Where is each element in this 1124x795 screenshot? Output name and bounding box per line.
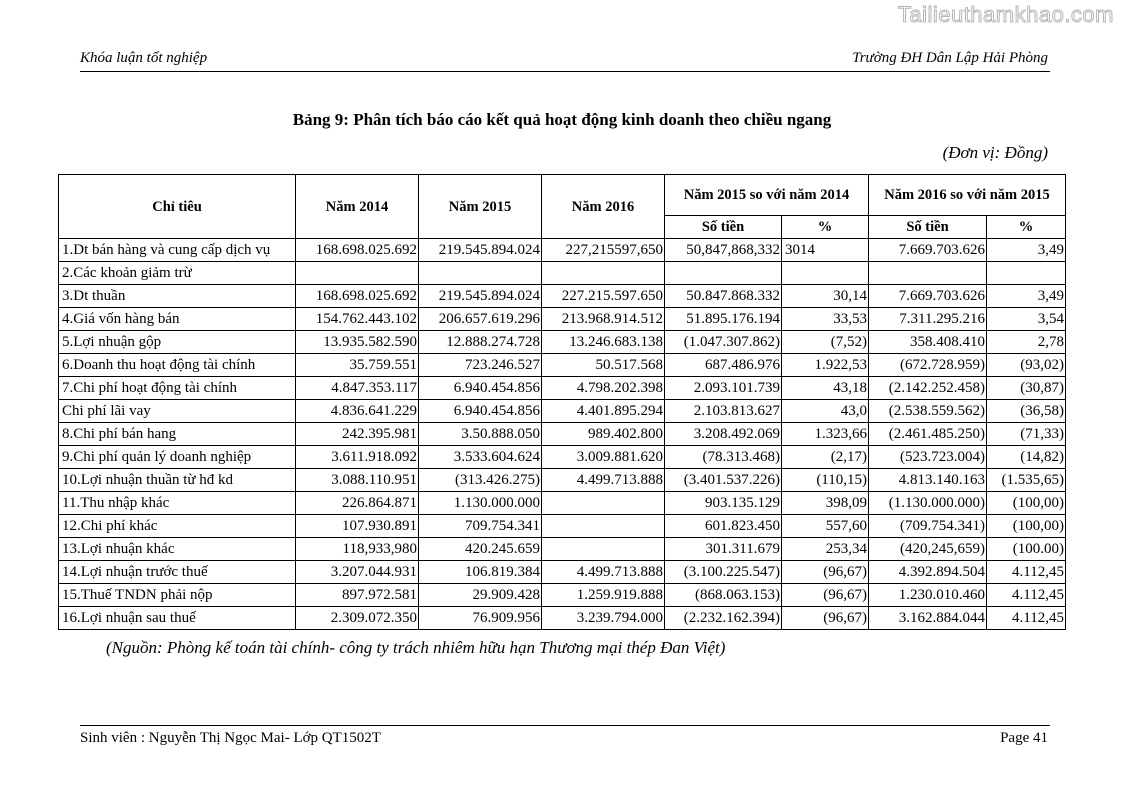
- cell-percent-1: [782, 262, 869, 285]
- cell-year-2015: 29.909.428: [419, 584, 542, 607]
- cell-year-2015: 12.888.274.728: [419, 331, 542, 354]
- table-row: [59, 239, 1066, 262]
- cell-year-2016: 4.798.202.398: [542, 377, 665, 400]
- row-indicator: Chi phí lãi vay: [59, 400, 296, 423]
- source-note: (Nguồn: Phòng kế toán tài chính- công ty trách nhiêm hữu hạn Thương mại thép Đan Việt): [106, 638, 726, 657]
- cell-year-2014: 3.207.044.931: [296, 561, 419, 584]
- cell-percent-2: (14,82): [987, 446, 1066, 469]
- cell-amount-1: [665, 262, 782, 285]
- cell-year-2014: 3.088.110.951: [296, 469, 419, 492]
- cell-year-2016: 3.239.794.000: [542, 607, 665, 630]
- cell-year-2016: [542, 538, 665, 561]
- table-row: [59, 584, 1066, 607]
- cell-year-2016: 4.499.713.888: [542, 469, 665, 492]
- header-year-2015: Năm 2015: [419, 175, 542, 239]
- cell-year-2015: 206.657.619.296: [419, 308, 542, 331]
- cell-percent-2: (100.00): [987, 538, 1066, 561]
- cell-amount-1: 2.103.813.627: [665, 400, 782, 423]
- cell-percent-1: 43,18: [782, 377, 869, 400]
- cell-year-2015: 76.909.956: [419, 607, 542, 630]
- cell-amount-1: 301.311.679: [665, 538, 782, 561]
- cell-percent-1: 43,0: [782, 400, 869, 423]
- cell-year-2016: [542, 262, 665, 285]
- cell-percent-1: (7,52): [782, 331, 869, 354]
- header-left-text: Khóa luận tốt nghiệp: [80, 50, 208, 66]
- cell-amount-2: 4.813.140.163: [869, 469, 987, 492]
- cell-percent-2: 3,49: [987, 285, 1066, 308]
- cell-amount-1: 601.823.450: [665, 515, 782, 538]
- cell-amount-1: (3.401.537.226): [665, 469, 782, 492]
- header-amount-1: Số tiền: [665, 216, 782, 239]
- cell-percent-2: (36,58): [987, 400, 1066, 423]
- cell-year-2015: 420.245.659: [419, 538, 542, 561]
- table-row: [59, 400, 1066, 423]
- cell-percent-2: 4.112,45: [987, 561, 1066, 584]
- table-title: Bảng 9: Phân tích báo cáo kết quả hoạt động kinh doanh theo chiều ngang: [292, 110, 832, 129]
- header-amount-2: Số tiền: [869, 216, 987, 239]
- cell-year-2016: 227.215.597.650: [542, 285, 665, 308]
- cell-amount-1: 687.486.976: [665, 354, 782, 377]
- cell-year-2016: 4.499.713.888: [542, 561, 665, 584]
- header-percent-1: %: [782, 216, 869, 239]
- row-indicator: 9.Chi phí quản lý doanh nghiệp: [59, 446, 296, 469]
- table-row: [59, 377, 1066, 400]
- cell-percent-2: 3,54: [987, 308, 1066, 331]
- header-percent-2: %: [987, 216, 1066, 239]
- cell-amount-1: (868.063.153): [665, 584, 782, 607]
- cell-amount-1: 51.895.176.194: [665, 308, 782, 331]
- cell-amount-1: 903.135.129: [665, 492, 782, 515]
- cell-amount-2: 7.669.703.626: [869, 285, 987, 308]
- cell-year-2016: 213.968.914.512: [542, 308, 665, 331]
- table-row: [59, 469, 1066, 492]
- row-indicator: 4.Giá vốn hàng bán: [59, 308, 296, 331]
- cell-percent-2: (93,02): [987, 354, 1066, 377]
- table-row: [59, 607, 1066, 630]
- cell-amount-2: 1.230.010.460: [869, 584, 987, 607]
- cell-year-2014: 13.935.582.590: [296, 331, 419, 354]
- header-indicator: Chỉ tiêu: [59, 175, 296, 239]
- footer-rule: [80, 725, 1050, 726]
- cell-percent-1: 398,09: [782, 492, 869, 515]
- cell-year-2016: 13.246.683.138: [542, 331, 665, 354]
- cell-year-2014: 4.847.353.117: [296, 377, 419, 400]
- cell-percent-1: 30,14: [782, 285, 869, 308]
- row-indicator: 8.Chi phí bán hang: [59, 423, 296, 446]
- cell-percent-2: (100,00): [987, 515, 1066, 538]
- cell-amount-2: 3.162.884.044: [869, 607, 987, 630]
- row-indicator: 16.Lợi nhuận sau thuế: [59, 607, 296, 630]
- row-indicator: 13.Lợi nhuận khác: [59, 538, 296, 561]
- cell-percent-1: 1.323,66: [782, 423, 869, 446]
- cell-year-2014: 4.836.641.229: [296, 400, 419, 423]
- row-indicator: 1.Dt bán hàng và cung cấp dịch vụ: [59, 239, 296, 262]
- table-row: [59, 423, 1066, 446]
- cell-percent-2: 3,49: [987, 239, 1066, 262]
- cell-percent-2: 4.112,45: [987, 607, 1066, 630]
- cell-year-2015: 723.246.527: [419, 354, 542, 377]
- cell-amount-2: (523.723.004): [869, 446, 987, 469]
- cell-amount-2: 4.392.894.504: [869, 561, 987, 584]
- table-row: [59, 354, 1066, 377]
- table-row: [59, 515, 1066, 538]
- row-indicator: 14.Lợi nhuận trước thuế: [59, 561, 296, 584]
- cell-year-2014: 242.395.981: [296, 423, 419, 446]
- header-right-text: Trường ĐH Dân Lập Hải Phòng: [852, 50, 1048, 66]
- footer-student: Sinh viên : Nguyễn Thị Ngọc Mai- Lớp QT1502T: [80, 730, 381, 746]
- cell-percent-2: [987, 262, 1066, 285]
- cell-amount-1: 50,847,868,332: [665, 239, 782, 262]
- cell-year-2016: 989.402.800: [542, 423, 665, 446]
- row-indicator: 10.Lợi nhuận thuần từ hđ kd: [59, 469, 296, 492]
- cell-amount-2: 7.669.703.626: [869, 239, 987, 262]
- cell-amount-2: 358.408.410: [869, 331, 987, 354]
- cell-year-2014: 168.698.025.692: [296, 285, 419, 308]
- table-row: [59, 446, 1066, 469]
- cell-percent-2: 2,78: [987, 331, 1066, 354]
- row-indicator: 5.Lợi nhuận gộp: [59, 331, 296, 354]
- cell-percent-1: 253,34: [782, 538, 869, 561]
- cell-year-2016: [542, 492, 665, 515]
- header-year-2016: Năm 2016: [542, 175, 665, 239]
- table-row: [59, 308, 1066, 331]
- cell-percent-1: (96,67): [782, 584, 869, 607]
- table-row: [59, 561, 1066, 584]
- cell-year-2014: 118,933,980: [296, 538, 419, 561]
- cell-year-2016: 50.517.568: [542, 354, 665, 377]
- cell-year-2016: 1.259.919.888: [542, 584, 665, 607]
- cell-amount-2: (672.728.959): [869, 354, 987, 377]
- footer-page-number: Page 41: [1000, 730, 1048, 746]
- row-indicator: 6.Doanh thu hoạt động tài chính: [59, 354, 296, 377]
- row-indicator: 3.Dt thuần: [59, 285, 296, 308]
- cell-year-2016: 227,215597,650: [542, 239, 665, 262]
- header-compare-2015-2014: Năm 2015 so với năm 2014: [665, 175, 869, 216]
- cell-year-2015: [419, 262, 542, 285]
- cell-percent-2: 4.112,45: [987, 584, 1066, 607]
- cell-amount-2: (420,245,659): [869, 538, 987, 561]
- cell-percent-1: 557,60: [782, 515, 869, 538]
- header-rule: [80, 71, 1050, 72]
- row-indicator: 12.Chi phí khác: [59, 515, 296, 538]
- cell-year-2015: 6.940.454.856: [419, 400, 542, 423]
- cell-amount-1: (1.047.307.862): [665, 331, 782, 354]
- cell-percent-1: 1.922,53: [782, 354, 869, 377]
- cell-amount-1: (78.313.468): [665, 446, 782, 469]
- table-row: [59, 285, 1066, 308]
- cell-year-2014: 107.930.891: [296, 515, 419, 538]
- cell-year-2016: [542, 515, 665, 538]
- cell-percent-2: (1.535,65): [987, 469, 1066, 492]
- cell-year-2016: 3.009.881.620: [542, 446, 665, 469]
- cell-percent-1: (96,67): [782, 607, 869, 630]
- cell-percent-1: (2,17): [782, 446, 869, 469]
- cell-year-2015: 106.819.384: [419, 561, 542, 584]
- cell-year-2014: 2.309.072.350: [296, 607, 419, 630]
- row-indicator: 7.Chi phí hoạt động tài chính: [59, 377, 296, 400]
- cell-year-2016: 4.401.895.294: [542, 400, 665, 423]
- cell-year-2015: (313.426.275): [419, 469, 542, 492]
- cell-percent-1: 33,53: [782, 308, 869, 331]
- cell-year-2015: 219.545.894.024: [419, 285, 542, 308]
- cell-year-2015: 3.50.888.050: [419, 423, 542, 446]
- cell-year-2015: 3.533.604.624: [419, 446, 542, 469]
- cell-amount-2: 7.311.295.216: [869, 308, 987, 331]
- header-year-2014: Năm 2014: [296, 175, 419, 239]
- cell-year-2014: 154.762.443.102: [296, 308, 419, 331]
- cell-year-2014: 226.864.871: [296, 492, 419, 515]
- cell-year-2015: 219.545.894.024: [419, 239, 542, 262]
- cell-year-2015: 6.940.454.856: [419, 377, 542, 400]
- header-compare-2016-2015: Năm 2016 so với năm 2015: [869, 175, 1066, 216]
- cell-amount-2: (709.754.341): [869, 515, 987, 538]
- cell-amount-2: (2.538.559.562): [869, 400, 987, 423]
- cell-amount-2: (2.461.485.250): [869, 423, 987, 446]
- cell-percent-1: (96,67): [782, 561, 869, 584]
- row-indicator: 2.Các khoản giảm trừ: [59, 262, 296, 285]
- cell-amount-1: 50.847.868.332: [665, 285, 782, 308]
- cell-amount-1: (3.100.225.547): [665, 561, 782, 584]
- cell-percent-2: (30,87): [987, 377, 1066, 400]
- cell-year-2014: [296, 262, 419, 285]
- cell-percent-2: (100,00): [987, 492, 1066, 515]
- cell-year-2014: 35.759.551: [296, 354, 419, 377]
- cell-year-2015: 709.754.341: [419, 515, 542, 538]
- table-row: [59, 262, 1066, 285]
- cell-year-2015: 1.130.000.000: [419, 492, 542, 515]
- cell-amount-1: (2.232.162.394): [665, 607, 782, 630]
- watermark-text: Tailieuthamkhao.com: [897, 2, 1114, 27]
- table-row: [59, 538, 1066, 561]
- row-indicator: 15.Thuế TNDN phải nộp: [59, 584, 296, 607]
- cell-percent-1: (110,15): [782, 469, 869, 492]
- unit-label: (Đơn vị: Đồng): [942, 143, 1048, 162]
- cell-amount-2: (2.142.252.458): [869, 377, 987, 400]
- table-row: [59, 331, 1066, 354]
- cell-amount-1: 2.093.101.739: [665, 377, 782, 400]
- cell-year-2014: 168.698.025.692: [296, 239, 419, 262]
- cell-percent-2: (71,33): [987, 423, 1066, 446]
- cell-amount-2: (1.130.000.000): [869, 492, 987, 515]
- cell-year-2014: 3.611.918.092: [296, 446, 419, 469]
- table-row: [59, 492, 1066, 515]
- cell-percent-1: 3014: [782, 239, 869, 262]
- cell-amount-2: [869, 262, 987, 285]
- cell-year-2014: 897.972.581: [296, 584, 419, 607]
- cell-amount-1: 3.208.492.069: [665, 423, 782, 446]
- row-indicator: 11.Thu nhập khác: [59, 492, 296, 515]
- income-statement-table: [58, 174, 1066, 630]
